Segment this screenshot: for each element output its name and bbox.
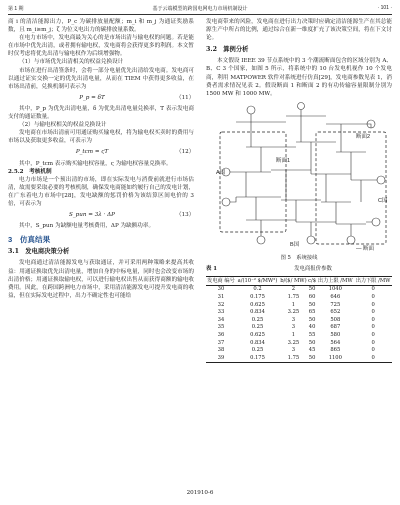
table-cell: 0.834 [250, 339, 265, 346]
issue-number: 第 1 期 [8, 6, 24, 12]
table-row [206, 317, 392, 325]
table-row [206, 355, 392, 363]
table-cell: 0.2 [253, 286, 262, 293]
equation-12: P_tcm = ςT （12） [75, 149, 195, 156]
table-cell: 50 [308, 286, 316, 293]
table-cell: 36 [217, 332, 225, 338]
subsection-heading: 3.1 发电商决策分析 [8, 248, 70, 256]
table-cell: 0 [354, 355, 392, 363]
table-cell: 37 [217, 339, 225, 346]
page-number: · 101 · [377, 5, 392, 11]
table-cell: 30 [217, 286, 225, 293]
table-cell: 55 [308, 332, 316, 338]
column-header: 出力上限 /MW [317, 278, 353, 285]
table-cell: 0 [371, 332, 375, 338]
table-cell: 1 [291, 301, 296, 308]
table-cell: 3.25 [287, 309, 300, 316]
table-row [206, 340, 392, 348]
paragraph: 其中，P_tcm 表示购买输电权容量，ς 为输电权容量兑换率。 [19, 160, 172, 167]
table-cell: 3 [291, 324, 296, 331]
page-footer: 201910-6 [186, 490, 214, 496]
table-cell: 725 [330, 301, 341, 308]
ieee39-wiring-diagram [206, 102, 392, 252]
table-cell: 38 [217, 347, 225, 354]
paragraph: 电力市场是一个预出清的市场，即在实际发电与消费前就进行市场估清，故需要采取必要的考核机制，确保发电商能如约履行自己的发电计划，在广东着电力市场中[28]，发电缺额的惩罚价格为该结算区间电价的 3 倍，可表示为 [8, 176, 194, 207]
table-cell: 35 [217, 324, 225, 331]
table-cell: 1.75 [287, 294, 300, 301]
table-cell: 39 [206, 355, 236, 363]
table-cell: 3 [291, 316, 296, 323]
table-cell: 33 [217, 309, 225, 316]
column-header: a/(10⁻² $/MW²) [237, 278, 278, 285]
table-cell: 2 [291, 286, 296, 293]
table-row [206, 286, 392, 294]
equation-13: S_pun = 3λ · ΔP （13） [69, 212, 195, 219]
column-header: b/($/ MW) [280, 278, 307, 285]
column-header: 出力下限 /MW [355, 278, 391, 285]
right-column [206, 18, 392, 363]
table-cell: 0.25 [251, 347, 264, 354]
table-cell: 50 [308, 316, 316, 323]
section1-label: 断面1 [276, 157, 291, 164]
figure-caption: 图 5 系统接线 [280, 254, 318, 261]
table-cell: 50 [308, 301, 316, 308]
paragraph: 在电力市场中，发电商最为关心的是市场出清与输电权的问题。若是能在市场中优先出清，或者拥有输电权，发电商将会获得更多的利润。本文暂时仅考虑将优先出清与输电权作为后续增强物。 [8, 35, 194, 58]
table-cell: 50 [308, 339, 316, 346]
table-caption: 表 1 发电商报价参数 [206, 265, 332, 272]
generator-parameter-table [206, 276, 392, 363]
paragraph: 发电商带来的风险，发电商在进行出力决策时应确定清洁能源生产在其总能源生产中所占的比例，通过综合在新一维度扩充了该决策空间，将在下文讨论。 [206, 19, 392, 42]
table-cell: 31 [217, 294, 225, 301]
table-cell: 40 [308, 324, 316, 331]
section2-label: 断面2 [356, 133, 371, 140]
paragraph: 发电商在市场出清前可用通证购买输电权，将为输电权买卖时的费用与市场以及获取更多收益，可表示为 [8, 130, 194, 145]
table-cell: 580 [330, 332, 341, 338]
table-cell: 1 [291, 332, 296, 338]
table-cell: 0.175 [236, 355, 279, 363]
page-header [8, 4, 392, 15]
table-cell: 508 [330, 316, 341, 323]
subheading: （2）与输电权相关的权益兑换设计 [19, 122, 107, 129]
table-cell: 564 [330, 339, 341, 346]
paragraph: 发电商通过清洁能源发电与获取通证，并可采用两种策略来提高其收益：用通证换取优先出清电量，增加自身的中标电量，同时也会改变市场的出清价格；用通证换取输电权，可以进行输电权出售从而获得商额的输电收费用。因此，在跨国跨洲电力市场中，采用清洁能源发电可提升发电商的收益，但在实际发电过程中，出力不确定性也可能给 [8, 260, 194, 299]
table-cell: 60 [308, 294, 316, 301]
legend-label: — 断面 [356, 245, 375, 252]
table-cell: 0.625 [250, 332, 265, 338]
paragraph: 其中，S_pun 为缺额电量考核费用，ΔP 为缺额功率。 [19, 223, 155, 230]
table-cell: 0 [371, 324, 375, 331]
table-cell: 0.175 [250, 294, 265, 301]
subheading: 2.5.2 考核机制 [8, 168, 52, 175]
table-row [206, 347, 392, 355]
table-cell: 50 [308, 355, 317, 363]
paragraph: 商 i 的清洁能源出力，P_c 为碳排放量配额；m_i 和 m_j 为通证奖励系数，且 m_i≥m_j；ζ 为位义电出力的碳排放量系数。 [8, 19, 194, 34]
table-header-row [206, 277, 392, 286]
table-cell: 0.625 [250, 301, 265, 308]
section-heading: 3 仿真结果 [8, 235, 51, 245]
table-cell: 32 [217, 301, 225, 308]
table-cell: 34 [217, 316, 225, 323]
running-title: 基于云端模型的跨国电网电力市场机制设计 [152, 6, 248, 12]
table-cell: 652 [330, 309, 341, 316]
table-cell: 0 [371, 316, 375, 323]
zone-a-label: A国 [216, 169, 226, 176]
system-diagram [206, 102, 392, 252]
column-header: 发电商 编号 [207, 278, 235, 285]
table-cell: 0 [371, 301, 375, 308]
table-cell: 0 [371, 309, 375, 316]
table-cell: 865 [330, 347, 341, 354]
table-cell: 1040 [328, 286, 342, 293]
table-cell: 0.834 [250, 309, 265, 316]
table-cell: 0 [371, 339, 375, 346]
subheading: （1）与市场优先出清相关的权益兑换设计 [19, 59, 124, 66]
equation-11: P_p = δT （11） [79, 94, 195, 101]
table-row [206, 324, 392, 332]
table-cell: 1.75 [279, 355, 308, 363]
paragraph: 其中，P_p 为优先出清电量，δ 为优先出清电量兑换率，T 表示发电商支付的通证数量。 [8, 105, 194, 121]
left-column [8, 18, 194, 300]
table-cell: 687 [330, 324, 341, 331]
paragraph: 市场在进行出清签条时，会将一部分电量优先出清给发电商。发电商可以通过证实交换一定的优先出清电量，从而在 TIEM 中获得更多收益，在市场出清前，兑换机制可表示为 [8, 67, 194, 90]
table-cell: 0.25 [251, 316, 264, 323]
table-row [206, 294, 392, 302]
table-cell: 45 [308, 347, 316, 354]
table-row [206, 302, 392, 310]
table-cell: 646 [330, 294, 341, 301]
table-cell: 0 [371, 286, 375, 293]
table-row [206, 332, 392, 340]
table-cell: 1100 [316, 355, 354, 363]
table-row [206, 309, 392, 317]
table-cell: 0 [371, 347, 375, 354]
zone-b-label: B国 [290, 241, 300, 248]
subsection-heading: 3.2 算例分析 [206, 46, 249, 54]
table-cell: 65 [308, 309, 316, 316]
column-header: c/$ [308, 278, 317, 285]
table-cell: 3.25 [287, 339, 300, 346]
table-cell: 0.25 [251, 324, 264, 331]
paragraph: 本文假设 IEEE 39 节点系统中的 3 个潮流断面包含的区域分别为 A、B、C 3 个国家，如图 5 所示，将系统中的 10 台发电机视作 10 个发电商，利用 MATPOWER 软件对系统进行仿真[29]，发电商参数见表 1，消费者需求情况见表 2。假设断面 1 和断面 2 的有功传输容量限制分别为 1500 MW 和 1000 MW。 [206, 58, 392, 97]
zone-c-label: C国 [378, 197, 388, 204]
table-cell: 3 [291, 347, 296, 354]
table-cell: 0 [371, 294, 375, 301]
